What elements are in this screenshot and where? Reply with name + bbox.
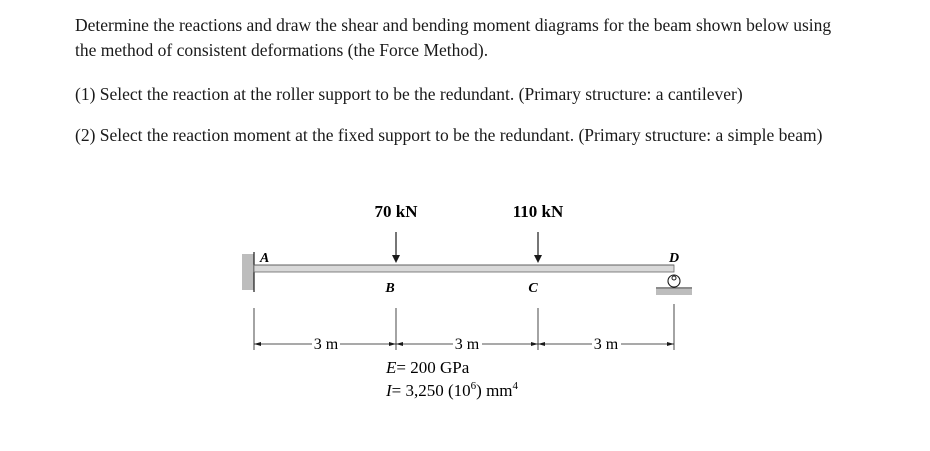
inertia-exponent: 6	[470, 380, 477, 392]
modulus-symbol: E	[386, 358, 397, 377]
inertia-label	[385, 380, 519, 400]
dimension-span-cd	[538, 336, 674, 353]
roller-support-d	[656, 275, 692, 295]
inertia-unit-exponent: 4	[512, 380, 519, 392]
problem-intro: Determine the reactions and draw the shear and bending moment diagrams for the beam shown below using the method of consistent deformations (the Force Method).	[75, 15, 832, 60]
problem-part-1: (1) Select the reaction at the roller support to be the redundant. (Primary structure: a cantilever)	[75, 84, 743, 104]
dimension-label-cd: 3 m	[593, 336, 619, 353]
dimension-label-bc: 3 m	[454, 336, 480, 353]
dimension-span-bc	[396, 336, 538, 353]
modulus-value: = 200 GPa	[396, 358, 470, 377]
inertia-symbol: I	[386, 381, 392, 400]
label-point-d: D	[668, 251, 680, 266]
label-point-c: C	[528, 281, 538, 296]
dimension-span-ab	[254, 336, 396, 353]
dimension-label-ab: 3 m	[313, 336, 339, 353]
load-b	[375, 202, 419, 263]
inertia-unit: ) mm	[476, 381, 513, 400]
load-c	[513, 202, 564, 263]
load-arrow-c-icon	[534, 232, 542, 263]
load-label-c: 110 kN	[512, 202, 564, 221]
label-point-b: B	[385, 281, 395, 296]
inertia-value: = 3,250 (10	[391, 381, 471, 400]
fixed-support-a	[242, 252, 254, 292]
problem-part-2: (2) Select the reaction moment at the fixed support to be the redundant. (Primary structure: a simple beam)	[75, 125, 823, 145]
modulus-label	[385, 358, 470, 377]
beam	[254, 265, 674, 272]
load-label-b: 70 kN	[374, 202, 418, 221]
label-point-a: A	[260, 251, 270, 266]
load-arrow-b-icon	[392, 232, 400, 263]
